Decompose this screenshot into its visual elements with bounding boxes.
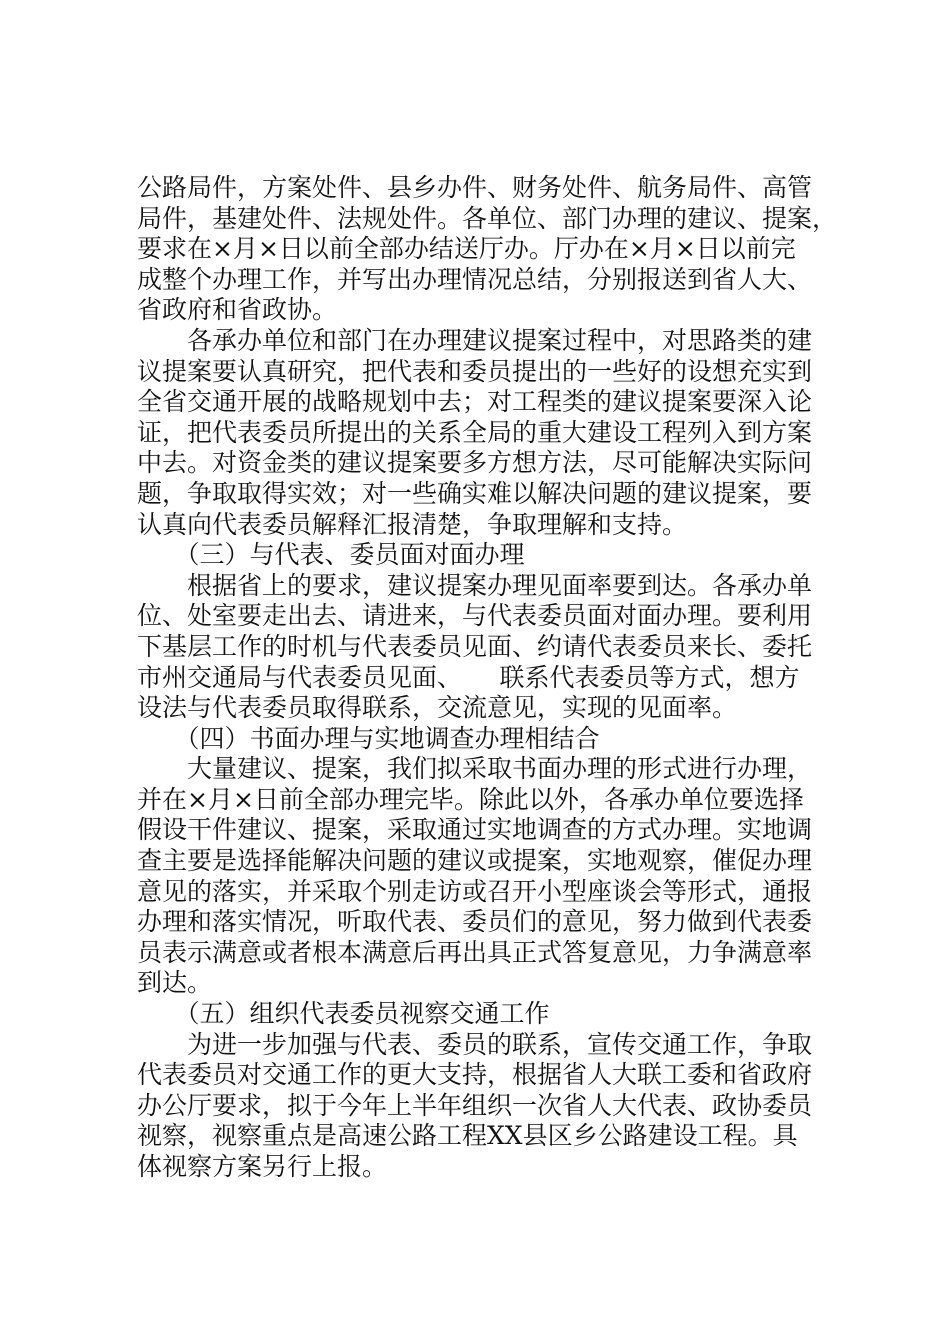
text-line: 议提案要认真研究，把代表和委员提出的一些好的设想充实到: [137, 356, 813, 386]
text-line: 根据省上的要求，建议提案办理见面率要到达。各承办单: [137, 570, 813, 600]
text-line: 公路局件，方案处件、县乡办件、财务处件、航务局件、高管: [137, 173, 813, 202]
text-line: 假设干件建议、提案，采取通过实地调查的方式办理。实地调: [137, 815, 813, 845]
text-line: 全省交通开展的战略规划中去；对工程类的建议提案要深入论: [137, 387, 813, 417]
text-line: 并在×月×日前全部办理完毕。除此以外，各承办单位要选择: [137, 784, 804, 814]
text-line: 下基层工作的时机与代表委员见面、约请代表委员来长、委托: [137, 631, 813, 661]
text-line: 代表委员对交通工作的更大支持，根据省人大联工委和省政府: [137, 1060, 813, 1090]
text-line: 认真向代表委员解释汇报清楚，争取理解和支持。: [137, 509, 688, 539]
text-line: 证，把代表委员所提出的关系全局的重大建设工程列入到方案: [137, 417, 813, 447]
text-line: 为进一步加强与代表、委员的联系，宣传交通工作，争取: [137, 1029, 813, 1059]
text-line: 员表示满意或者根本满意后再出具正式答复意见，力争满意率: [137, 937, 813, 967]
text-line: 体视察方案另行上报。: [137, 1152, 388, 1181]
text-line: 大量建议、提案，我们拟采取书面办理的形式进行办理，: [137, 754, 813, 784]
text-line: 视察，视察重点是高速公路工程XX县区乡公路建设工程。具: [137, 1121, 798, 1151]
text-line: 办公厅要求，拟于今年上半年组织一次省人大代表、政协委员: [137, 1090, 813, 1120]
text-line: 要求在×月×日以前全部办结送厅办。厅办在×月×日以前完: [137, 234, 796, 264]
text-line: 设法与代表委员取得联系，交流意见，实现的见面率。: [137, 693, 738, 723]
text-line: 意见的落实，并采取个别走访或召开小型座谈会等形式，通报: [137, 876, 813, 906]
text-line: 查主要是选择能解决问题的建议或提案，实地观察，催促办理: [137, 846, 813, 876]
text-line: 成整个办理工作，并写出办理情况总结，分别报送到省人大、: [137, 264, 813, 294]
section-heading: （五）组织代表委员视察交通工作: [137, 999, 550, 1029]
text-line: 省政府和省政协。: [137, 295, 338, 325]
text-line: 到达。: [137, 968, 213, 998]
document-body: [137, 173, 837, 1183]
section-heading: （三）与代表、委员面对面办理: [137, 540, 525, 570]
section-heading: （四）书面办理与实地调查办理相结合: [137, 723, 600, 753]
text-line: 局件，基建处件、法规处件。各单位、部门办理的建议、提案，: [137, 203, 838, 233]
text-line: 位、处室要走出去、请进来，与代表委员面对面办理。要利用: [137, 601, 813, 631]
text-line: 市州交通局与代表委员见面、 联系代表委员等方式，想方: [137, 662, 800, 692]
text-line: 各承办单位和部门在办理建议提案过程中，对思路类的建: [137, 325, 813, 355]
text-line: 题，争取取得实效；对一些确实难以解决问题的建议提案，要: [137, 478, 813, 508]
text-line: 中去。对资金类的建议提案要多方想方法，尽可能解决实际问: [137, 448, 813, 478]
text-line: 办理和落实情况，听取代表、委员们的意见，努力做到代表委: [137, 907, 813, 937]
